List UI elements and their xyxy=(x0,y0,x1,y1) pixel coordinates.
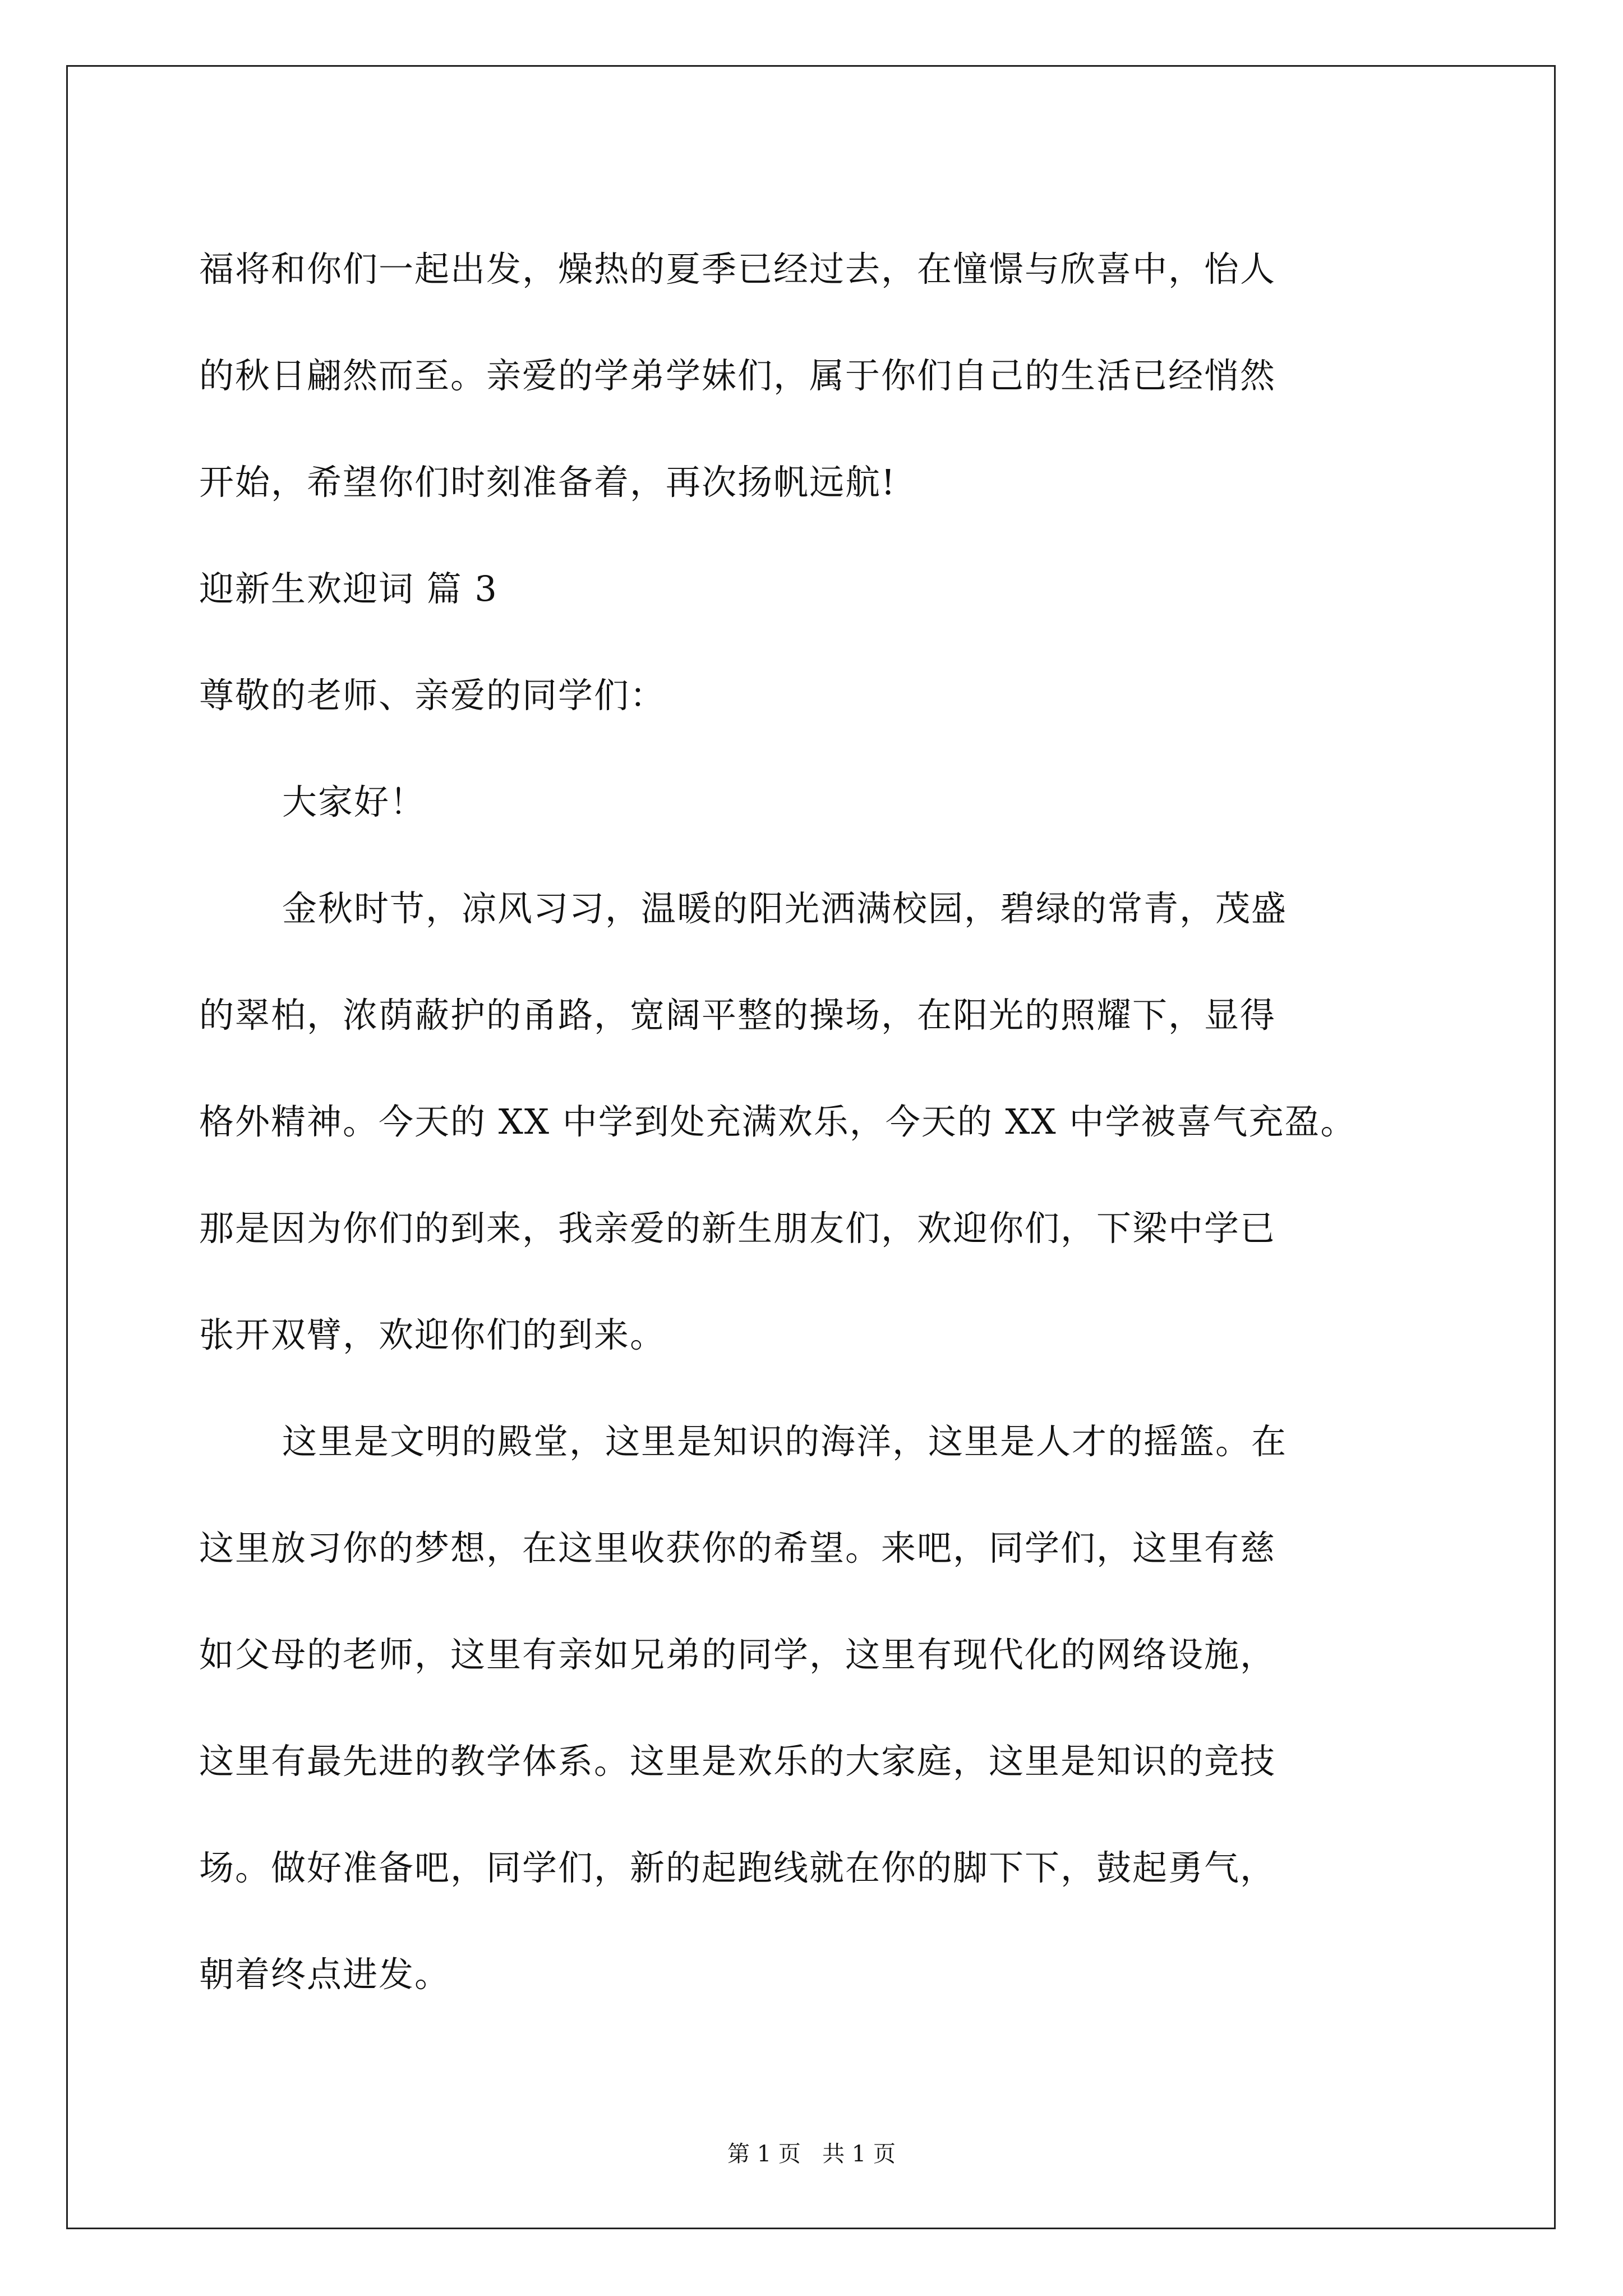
text-line: 福将和你们一起出发，燥热的夏季已经过去，在憧憬与欣喜中，怡人 xyxy=(199,249,1276,289)
page-number-footer: 第 1 页 共 1 页 xyxy=(727,2141,896,2167)
text-line: 这里有最先进的教学体系。这里是欢乐的大家庭，这里是知识的竞技 xyxy=(199,1741,1276,1782)
text-line: 这里是文明的殿堂，这里是知识的海洋，这里是人才的摇篮。在 xyxy=(282,1421,1288,1462)
text-line: 朝着终点进发。 xyxy=(199,1954,451,1995)
text-line: 的翠柏，浓荫蔽护的甬路，宽阔平整的操场，在阳光的照耀下，显得 xyxy=(199,995,1276,1036)
text-line: 开始，希望你们时刻准备着，再次扬帆远航! xyxy=(199,462,896,503)
text-line: 如父母的老师，这里有亲如兄弟的同学，这里有现代化的网络设施， xyxy=(199,1634,1276,1675)
text-line: 这里放习你的梦想，在这里收获你的希望。来吧，同学们，这里有慈 xyxy=(199,1527,1276,1568)
text-line: 场。做好准备吧，同学们，新的起跑线就在你的脚下下，鼓起勇气， xyxy=(199,1847,1276,1888)
text-line: 张开双臂，欢迎你们的到来。 xyxy=(199,1314,666,1355)
text-line: 金秋时节，凉风习习，温暖的阳光洒满校园，碧绿的常青，茂盛 xyxy=(282,888,1288,929)
text-line: 的秋日翩然而至。亲爱的学弟学妹们，属于你们自己的生活已经悄然 xyxy=(199,355,1276,396)
section-heading: 迎新生欢迎词 篇 3 xyxy=(199,568,498,609)
greeting: 大家好！ xyxy=(282,781,426,822)
text-line: 格外精神。今天的 XX 中学到处充满欢乐，今天的 XX 中学被喜气充盈。 xyxy=(199,1101,1357,1142)
salutation: 尊敬的老师、亲爱的同学们： xyxy=(199,675,666,716)
document-body xyxy=(199,216,1467,2028)
text-line: 那是因为你们的到来，我亲爱的新生朋友们，欢迎你们，下梁中学已 xyxy=(199,1208,1276,1249)
